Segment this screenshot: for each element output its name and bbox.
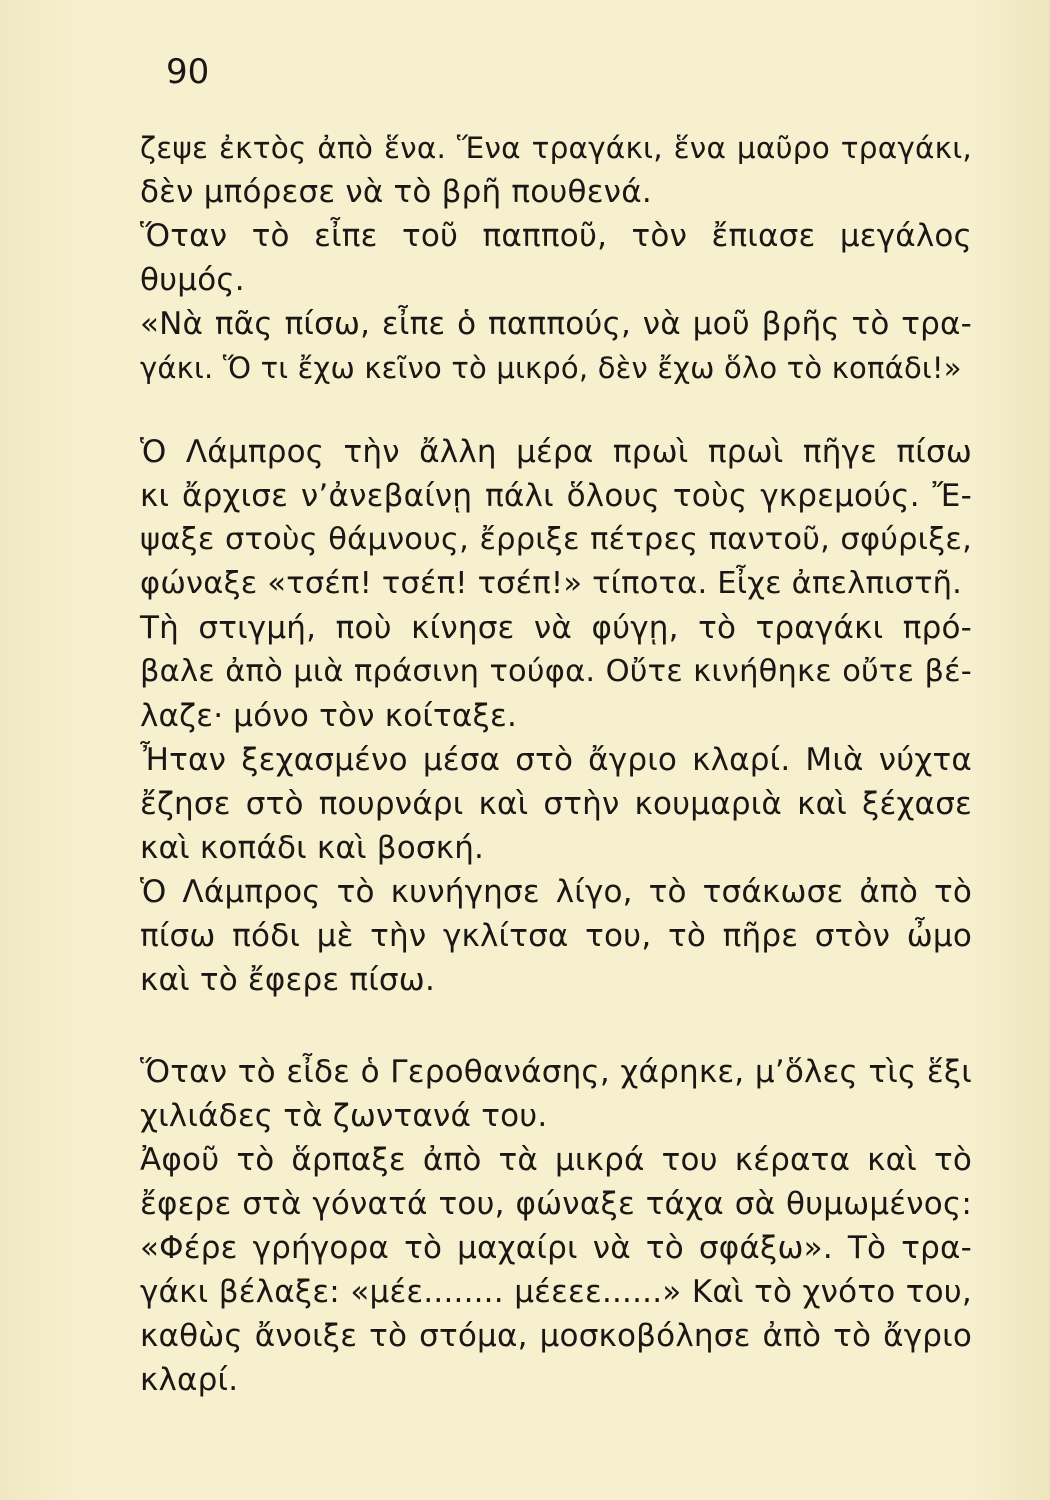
text-line: καθὼς ἄνοιξε τὸ στόμα, μοσκοβόλησε ἀπὸ τὸ ἄγριο xyxy=(140,1318,972,1354)
paragraph xyxy=(140,302,972,390)
text-line: κλαρί. xyxy=(140,1362,239,1398)
paragraph xyxy=(140,606,972,738)
text-line: ζεψε ἐκτὸς ἀπὸ ἕνα. Ἕνα τραγάκι, ἕνα μαῦρο τραγάκι, xyxy=(140,131,972,165)
text-line: Τὴ στιγμή, ποὺ κίνησε νὰ φύγῃ, τὸ τραγάκι πρό- xyxy=(140,610,972,646)
text-line: Ὁ Λάμπρος τὸ κυνήγησε λίγο, τὸ τσάκωσε ἀπὸ τὸ xyxy=(140,874,972,910)
text-line: Ἦταν ξεχασμένο μέσα στὸ ἄγριο κλαρί. Μιὰ νύχτα xyxy=(140,742,972,778)
text-line: βαλε ἀπὸ μιὰ πράσινη τούφα. Οὔτε κινήθηκε οὔτε βέ- xyxy=(140,654,972,689)
paragraph xyxy=(140,870,972,1002)
text-line: Ὅταν τὸ εἶδε ὁ Γεροθανάσης, χάρηκε, μ’ὅλες τὶς ἕξι xyxy=(140,1054,972,1090)
section-gap xyxy=(140,390,972,430)
text-line: γάκι βέλαξε: «μέε........ μέεεε......» Καὶ τὸ χνότο του, xyxy=(140,1274,972,1310)
text-line: «Φέρε γρήγορα τὸ μαχαίρι νὰ τὸ σφάξω». Τὸ τρα- xyxy=(140,1230,972,1266)
page-number: 90 xyxy=(166,52,210,92)
text-line: χιλιάδες τὰ ζωντανά του. xyxy=(140,1098,548,1134)
paragraph xyxy=(140,214,972,302)
text-line: Ὁ Λάμπρος τὴν ἄλλη μέρα πρωὶ πρωὶ πῆγε πίσω xyxy=(140,434,972,470)
text-line: Ὅταν τὸ εἶπε τοῦ παπποῦ, τὸν ἔπιασε μεγάλος xyxy=(140,218,972,254)
text-line: ἔφερε στὰ γόνατά του, φώναξε τάχα σὰ θυμωμένος: xyxy=(140,1186,972,1222)
text-line: λαζε· μόνο τὸν κοίταξε. xyxy=(140,698,518,734)
body-text xyxy=(140,126,972,1402)
text-line: καὶ κοπάδι καὶ βοσκή. xyxy=(140,830,485,866)
text-line: ἔζησε στὸ πουρνάρι καὶ στὴν κουμαριὰ καὶ ξέχασε xyxy=(140,786,972,822)
paragraph xyxy=(140,126,972,214)
text-line: γάκι. Ὅ τι ἔχω κεῖνο τὸ μικρό, δὲν ἔχω ὅλο τὸ κοπάδι!» xyxy=(140,351,962,385)
text-line: καὶ τὸ ἔφερε πίσω. xyxy=(140,962,435,998)
text-line: πίσω πόδι μὲ τὴν γκλίτσα του, τὸ πῆρε στὸν ὦμο xyxy=(140,918,972,954)
paragraph xyxy=(140,738,972,870)
paragraph xyxy=(140,1050,972,1138)
text-line: θυμός. xyxy=(140,262,245,298)
paragraph xyxy=(140,1138,972,1402)
text-line: «Νὰ πᾶς πίσω, εἶπε ὁ παππούς, νὰ μοῦ βρῆς τὸ τρα- xyxy=(140,306,972,342)
text-line: Ἀφοῦ τὸ ἅρπαξε ἀπὸ τὰ μικρά του κέρατα καὶ τὸ xyxy=(140,1142,972,1178)
paragraph xyxy=(140,430,972,606)
section-gap xyxy=(140,1002,972,1050)
text-line: ψαξε στοὺς θάμνους, ἔρριξε πέτρες παντοῦ, σφύριξε, xyxy=(140,522,972,557)
text-line: φώναξε «τσέπ! τσέπ! τσέπ!» τίποτα. Εἶχε ἀπελπιστῆ. xyxy=(140,566,963,601)
text-line: δὲν μπόρεσε νὰ τὸ βρῆ πουθενά. xyxy=(140,174,652,210)
text-line: κι ἄρχισε ν’ἀνεβαίνῃ πάλι ὅλους τοὺς γκρεμούς. Ἔ- xyxy=(140,478,972,514)
